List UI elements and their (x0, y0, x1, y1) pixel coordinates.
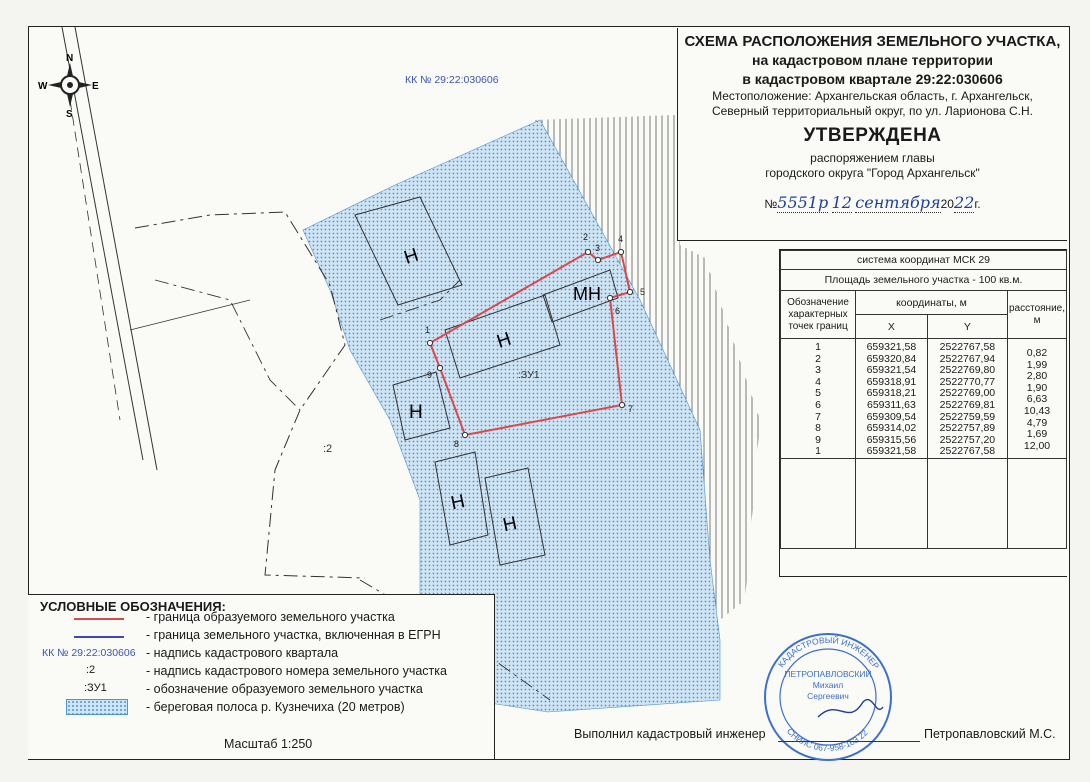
legend-kk-sample: КК № 29:22:030606 (42, 647, 136, 659)
table-cell: 8 (815, 422, 821, 435)
order-text: распоряжением главы (810, 151, 935, 165)
legend-blue-line (74, 636, 124, 638)
order-number-line (678, 193, 1067, 212)
south-label: S (66, 109, 73, 120)
west-label: W (38, 81, 48, 92)
point-label: 9 (427, 370, 433, 380)
table-cell: 2522757,89 (939, 422, 996, 435)
legend-item: - обозначение образуемого земельного участка (146, 682, 423, 696)
signature-line (778, 741, 920, 742)
header-x: X (856, 315, 928, 339)
header-y: Y (927, 315, 1007, 339)
table-cell: 1,99 (1026, 358, 1048, 371)
table-cell: 2522769,81 (939, 398, 996, 411)
year-suffix: г. (974, 197, 981, 211)
coordinate-system: система координат МСК 29 (781, 251, 1067, 270)
legend-item: - граница земельного участка, включенная в ЕГРН (146, 628, 441, 642)
header-distance: расстояние, м (1008, 291, 1067, 339)
x-column (856, 339, 928, 459)
document-subtitle: на кадастровом плане территории (752, 52, 993, 68)
table-cell: 6,63 (1026, 393, 1048, 406)
legend-title: УСЛОВНЫЕ ОБОЗНАЧЕНИЯ: (40, 599, 226, 614)
table-cell: 1,69 (1026, 428, 1048, 441)
stamp-name: Сергеевич (807, 691, 849, 701)
stamp-name: Михаил (812, 680, 844, 690)
building-n-label: Н (449, 491, 467, 515)
table-cell: 9 (815, 433, 821, 446)
building-mn-label: МН (573, 284, 601, 304)
document-title: СХЕМА РАСПОЛОЖЕНИЯ ЗЕМЕЛЬНОГО УЧАСТКА, (684, 33, 1061, 50)
legend-item: - береговая полоса р. Кузнечиха (20 метров) (146, 700, 405, 714)
number-sign: № (764, 197, 778, 211)
header-point: Обозначение характерных точек границ (781, 291, 856, 339)
table-cell: 4,79 (1026, 416, 1048, 429)
table-cell: 12,00 (1023, 439, 1051, 452)
cadastral-quarter-title: в кадастровом квартале 29:22:030606 (742, 71, 1003, 87)
stamp-name: ПЕТРОПАВЛОВСКИЙ (784, 669, 872, 679)
point-label: 1 (425, 325, 431, 335)
table-cell: 5 (815, 387, 821, 400)
building-n-label: Н (409, 402, 423, 423)
order-text: городского округа "Город Архангельск" (765, 166, 980, 180)
table-cell: 1 (815, 445, 821, 458)
points-column (781, 339, 856, 459)
building-n-label: Н (494, 328, 514, 353)
north-label: N (66, 53, 74, 64)
stamp-bottom-text: СНИЛС 067-958-163 22 (784, 726, 870, 754)
legend-item: - надпись кадастрового квартала (146, 646, 339, 660)
legend-item: - граница образуемого земельного участка (146, 610, 395, 624)
performer-label: Выполнил кадастровый инженер (574, 727, 766, 741)
distance-column (1008, 339, 1067, 459)
legend (28, 594, 495, 759)
table-cell: 1 (815, 341, 821, 353)
road-line (75, 27, 157, 470)
coordinates-panel (779, 249, 1067, 577)
point-label: 2 (583, 232, 589, 242)
legend-zone-swatch (66, 699, 128, 715)
table-cell: 2522767,58 (939, 445, 996, 458)
title-block (677, 28, 1067, 241)
point-label: 8 (454, 439, 460, 449)
table-cell: 659309,54 (866, 410, 917, 423)
legend-zu1-sample: :ЗУ1 (84, 682, 107, 694)
point-label: 7 (628, 404, 634, 414)
east-label: E (92, 81, 99, 92)
table-cell: 2522759,59 (939, 410, 996, 423)
table-cell: 2522770,77 (939, 375, 996, 388)
building-n-label: Н (501, 513, 519, 537)
stamp-ring-text: КАДАСТРОВЫЙ ИНЖЕНЕР (775, 634, 882, 671)
point-label: 5 (640, 287, 646, 297)
point-label: 6 (615, 306, 621, 316)
table-cell: 6 (815, 398, 821, 411)
table-cell: 4 (815, 375, 821, 388)
legend-item: - надпись кадастрового номера земельного участка (146, 664, 447, 678)
parcel-2-boundary (155, 280, 300, 410)
point-label: 3 (595, 243, 601, 253)
order-month: сентября (855, 193, 941, 212)
order-day: 12 (831, 193, 852, 212)
area-label: Площадь земельного участка - 100 кв.м. (781, 270, 1067, 291)
building-n-label: Н (401, 244, 422, 269)
table-cell: 659320,84 (866, 352, 917, 365)
kk-label: КК № 29:22:030606 (405, 74, 499, 86)
svg-text:СНИЛС 067-958-163 22 (785, 726, 870, 753)
order-number: 5551р (777, 193, 829, 212)
table-cell: 7 (815, 410, 821, 423)
north-arrow (48, 63, 92, 107)
point-label: 4 (618, 234, 624, 244)
year-prefix: 20 (940, 197, 954, 211)
zu1-label: :ЗУ1 (518, 369, 540, 381)
header-coordinates: координаты, м (856, 291, 1008, 315)
approved-heading: УТВЕРЖДЕНА (803, 125, 942, 146)
table-cell: 659315,56 (866, 433, 917, 446)
table-cell: 2522769,80 (939, 364, 996, 377)
scale-label: Масштаб 1:250 (224, 737, 313, 751)
table-cell: 659318,91 (866, 375, 917, 388)
performer-name: Петропавловский М.С. (924, 727, 1056, 741)
table-cell: 2,80 (1026, 370, 1048, 383)
table-cell: 659321,58 (866, 445, 917, 458)
road-line (70, 100, 120, 420)
table-cell: 2522769,00 (939, 387, 996, 400)
table-cell: 10,43 (1023, 404, 1051, 417)
y-column (927, 339, 1007, 459)
parcel-2-label: :2 (323, 443, 333, 455)
order-year: 22 (953, 193, 975, 212)
table-cell: 659311,63 (866, 398, 916, 411)
table-cell: 659321,58 (866, 341, 917, 353)
legend-red-line (74, 618, 124, 620)
table-cell: 3 (815, 364, 821, 377)
coordinates-table (780, 250, 1067, 549)
location-line: Местоположение: Архангельская область, г. Архангельск, (712, 89, 1033, 103)
table-cell: 1,90 (1026, 381, 1048, 394)
table-cell: 659318,21 (866, 387, 917, 400)
table-cell: 2522767,94 (939, 352, 996, 365)
table-cell: 2 (815, 352, 821, 365)
location-line: Северный территориальный округ, по ул. Ларионова С.Н. (711, 104, 1034, 118)
legend-2-sample: :2 (86, 664, 96, 676)
table-cell: 659321,54 (866, 364, 917, 377)
table-cell: 0,82 (1026, 347, 1048, 359)
table-cell: 2522757,20 (939, 433, 996, 446)
table-cell: 2522767,58 (939, 341, 996, 353)
table-cell: 659314,02 (866, 422, 917, 435)
